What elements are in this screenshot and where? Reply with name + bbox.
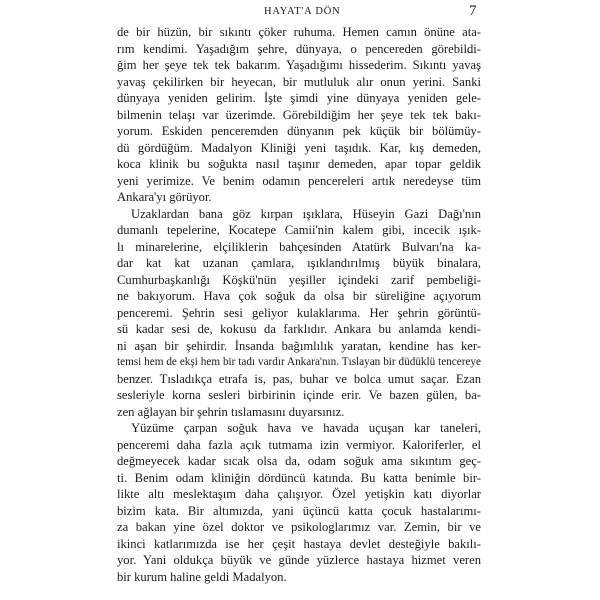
text-line: yeni yerimize. Ve benim odamın pencereleri artık neredeyse tüm	[117, 173, 481, 188]
text-line: Ankara'yı görüyor.	[117, 190, 212, 204]
text-line: değmeyecek kadar sıcak olsa da, odam soğuk ama sıkıntım geç-	[117, 454, 481, 468]
text-line: ikinci katlarımızda ise her çeşit hastaya devlet desteğiyle bakılı-	[117, 536, 481, 551]
text-line: sü kadar sesi de, kokusu da farklıdır. Ankara bu anlamda kendi-	[117, 322, 481, 336]
text-line: ni aşan bir şehirdir. İnsanda bağımlılık yaratan, kendine has ker-	[117, 338, 481, 353]
text-line: lı minarelerine, elçiliklerin bahçesinden Atatürk Bulvarı'na ka-	[117, 239, 481, 254]
text-line: zen ağlayan bir şehrin tıslamasını duyarsınız.	[117, 404, 345, 419]
text-line: ne bakıyorum. Hava çok soğuk da olsa bir süreliğine açıyorum	[117, 289, 481, 303]
text-line: penceremi. Şehrin sesi geliyor kulaklarıma. Her şehrin görüntü-	[117, 305, 481, 320]
paragraph	[117, 206, 481, 421]
paragraph	[117, 420, 481, 585]
text-line: yor. Yani oldukça büyük ve günde yüzlerce hastaya hizmet veren	[117, 553, 481, 567]
text-line: yavaş çekilirken bir heyecan, bir mutluluk alır onun yerini. Sanki	[117, 74, 481, 89]
text-line: dü gördüğüm. Madalyon Kliniği yeni taşıdık. Kar, kış demeden,	[117, 140, 481, 155]
text-line: sesleriyle korna sesleri birbirinin içinde erir. Ve bazen gülen, ba-	[117, 388, 481, 402]
text-line: Yüzüme çarpan soğuk hava ve havada uçuşan kar taneleri,	[131, 421, 481, 435]
text-line: dar kat kat uzanan çamlara, ışıklandırılmış büyük binalara,	[117, 256, 481, 270]
text-line: dumanlı tepelerine, Kocatepe Camii'nin kalem gibi, incecik ışık-	[117, 223, 481, 237]
text-line: bizim kata. Bir altımızda, yani üçüncü katta çocuk hastalarımı-	[117, 503, 481, 518]
text-line: yorum. Eskiden penceremden dünyanın pek küçük bir bölümüy-	[117, 124, 481, 138]
text-line: Cumhurbaşkanlığı Köşkü'nün yeşiller içindeki zarif pembeliği-	[117, 272, 481, 287]
text-line: de bir hüzün, bir sıkıntı çöker ruhuma. Hemen camın önüne ata-	[117, 25, 481, 39]
text-line: ğim her şeye tek tek bakarım. Yaşadığımı hissederim. Sıkıntı yavaş	[117, 58, 481, 72]
text-line: koca klinik bu soğukta nasıl taşınır demeden, apar topar geldik	[117, 157, 481, 171]
body-text	[117, 24, 481, 585]
text-line: penceremi daha fazla açık tutmama izin vermiyor. Kaloriferler, el	[117, 437, 481, 452]
text-line: bir kurum haline geldi Madalyon.	[117, 569, 287, 584]
text-line: temsi hem de ekşi hem bir tadı vardır Ankara'nın. Tıslayan bir düdüklü tencereye	[117, 356, 481, 368]
text-line: ti. Benim odam kliniğin dördüncü katında. Bu katta benimle bir-	[117, 470, 481, 485]
text-line: Uzaklardan bana göz kırpan ışıklara, Hüseyin Gazi Dağı'nın	[131, 206, 481, 221]
running-header	[0, 4, 600, 20]
text-line: likte altı meslektaşım daha çalışıyor. Özel yetişkin katı diyorlar	[117, 487, 481, 501]
page-number: 7	[469, 3, 477, 19]
running-title: HAYAT'A DÖN	[264, 6, 341, 17]
text-line: benzer. Tısladıkça etrafa is, pas, buhar ve bolca umut saçar. Ezan	[117, 371, 481, 386]
text-line: dünyaya yeniden gelirim. İşte şimdi yine dünyaya yeniden gele-	[117, 91, 481, 105]
paragraph	[117, 24, 481, 206]
text-line: za bakan yine özel doktor ve psikologlarımız var. Zemin, bir ve	[117, 520, 481, 534]
text-line: rım kendimi. Yaşadığım şehre, dünyaya, o pencereden görebildi-	[117, 41, 481, 56]
text-line: bilmenin telaşı var üzerimde. Görebildiğim her şeye tek tek bakı-	[117, 107, 481, 122]
